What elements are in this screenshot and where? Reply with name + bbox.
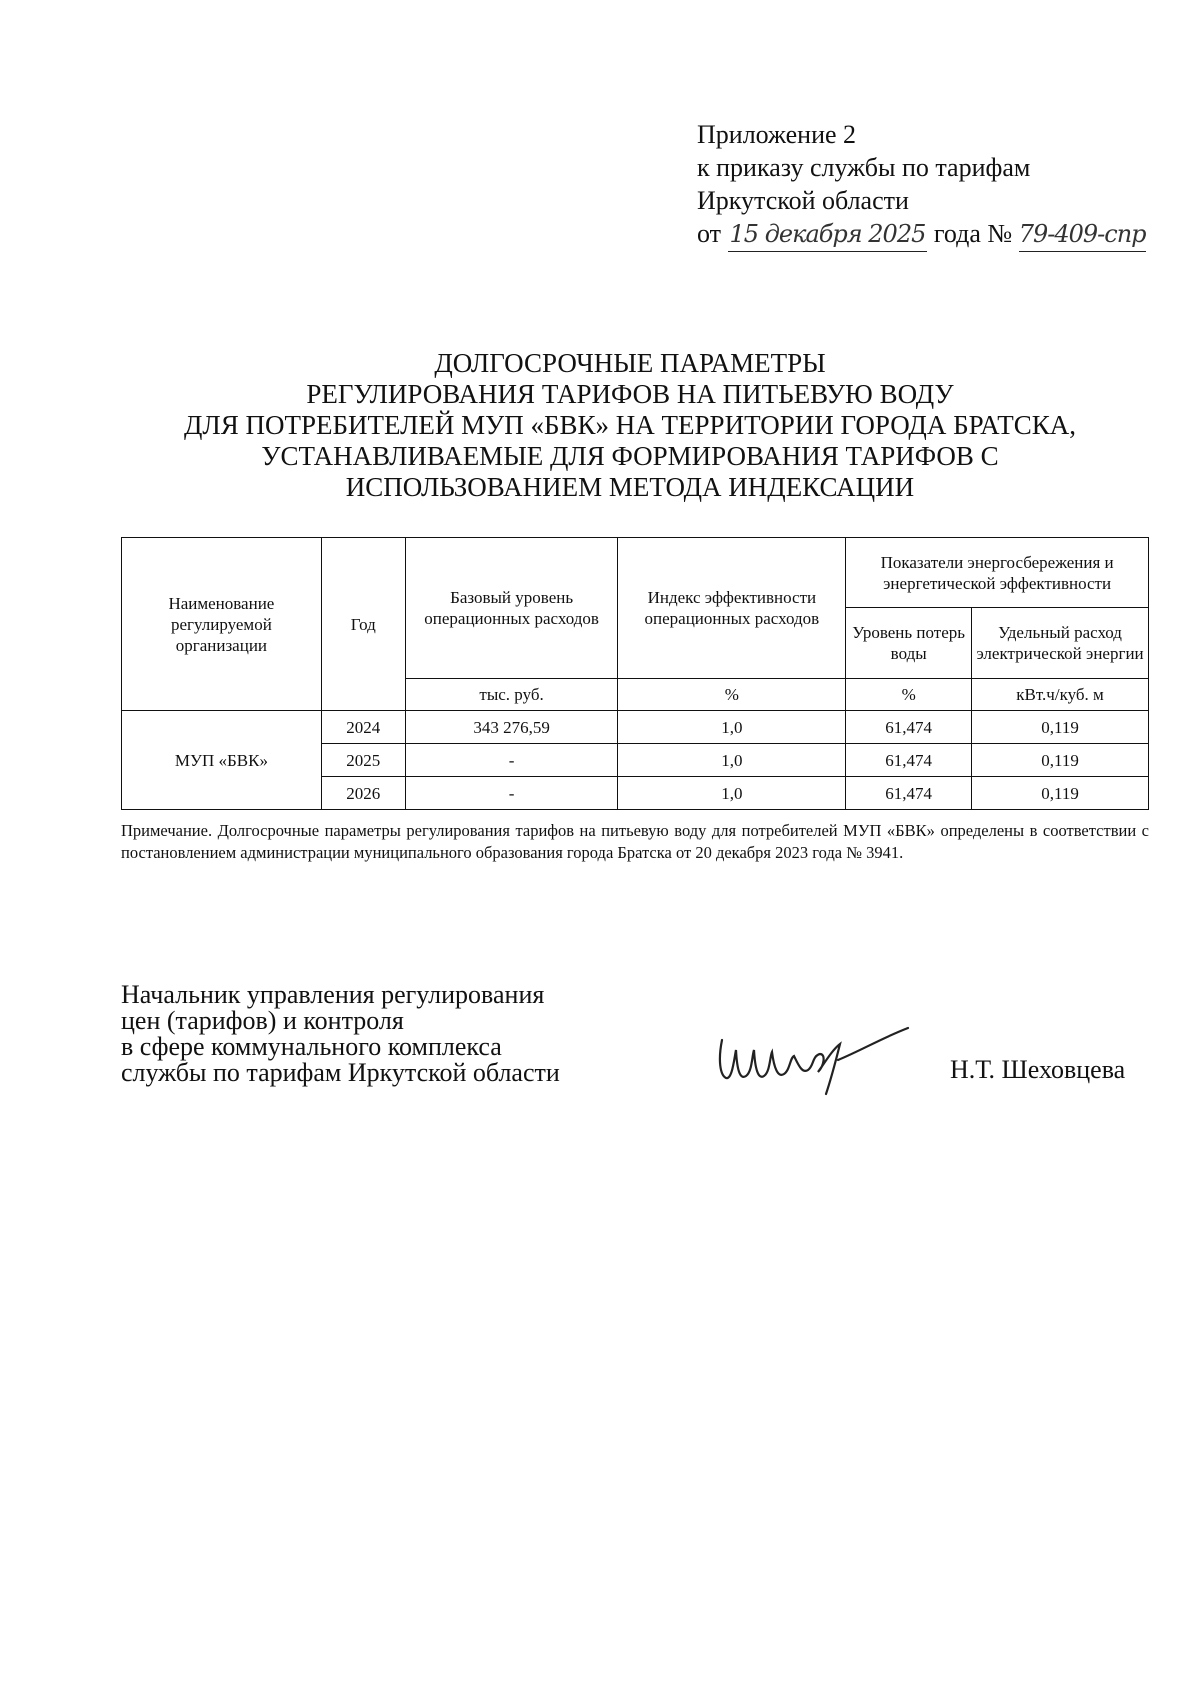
unit-losses: % — [846, 679, 972, 711]
header-energy-group: Показатели энергосбережения и энергетической эффективности — [846, 538, 1149, 608]
org-name-cell: МУП «БВК» — [122, 711, 322, 810]
cell-index: 1,0 — [618, 744, 846, 777]
table-note: Примечание. Долгосрочные параметры регулирования тарифов на питьевую воду для потребителей МУП «БВК» определены в соответствии с постановлением администрации муниципального образования города Братска от 20 декабря 2023 года № 3941. — [121, 821, 1149, 862]
header-electric: Удельный расход электрической энергии — [972, 608, 1149, 679]
appendix-line3: Иркутской области — [697, 186, 909, 215]
title-line1: ДОЛГОСРОЧНЫЕ ПАРАМЕТРЫ — [434, 348, 826, 378]
unit-base: тыс. руб. — [405, 679, 618, 711]
signer-line2: цен (тарифов) и контроля — [121, 1006, 404, 1035]
title-line5: ИСПОЛЬЗОВАНИЕМ МЕТОДА ИНДЕКСАЦИИ — [345, 472, 915, 502]
cell-index: 1,0 — [618, 711, 846, 744]
table-row — [122, 711, 1149, 744]
date-suffix: года № — [933, 219, 1013, 248]
handwritten-number: 79-409-спр — [1019, 218, 1146, 252]
cell-losses: 61,474 — [846, 711, 972, 744]
cell-year: 2026 — [321, 777, 405, 810]
header-org: Наименование регулируемой организации — [122, 538, 322, 711]
title-line3: ДЛЯ ПОТРЕБИТЕЛЕЙ МУП «БВК» НА ТЕРРИТОРИИ ГОРОДА БРАТСКА, — [183, 410, 1077, 440]
signer-line3: в сфере коммунального комплекса — [121, 1032, 502, 1061]
appendix-line2: к приказу службы по тарифам — [697, 153, 1031, 182]
cell-losses: 61,474 — [846, 777, 972, 810]
header-index: Индекс эффективности операционных расходов — [618, 538, 846, 679]
cell-year: 2024 — [321, 711, 405, 744]
unit-index: % — [618, 679, 846, 711]
handwritten-date: 15 декабря 2025 — [728, 218, 928, 252]
signer-line1: Начальник управления регулирования — [121, 980, 545, 1009]
header-base: Базовый уровень операционных расходов — [405, 538, 618, 679]
cell-electric: 0,119 — [972, 711, 1149, 744]
cell-year: 2025 — [321, 744, 405, 777]
appendix-block — [697, 118, 1146, 252]
signer-name: Н.Т. Шеховцева — [950, 1055, 1126, 1084]
handwritten-signature — [712, 1020, 932, 1100]
cell-base: 343 276,59 — [405, 711, 618, 744]
parameters-table — [121, 537, 1149, 810]
appendix-date-line — [697, 217, 1146, 252]
header-losses: Уровень потерь воды — [846, 608, 972, 679]
title-line4: УСТАНАВЛИВАЕМЫЕ ДЛЯ ФОРМИРОВАНИЯ ТАРИФОВ С — [261, 441, 999, 471]
cell-electric: 0,119 — [972, 777, 1149, 810]
cell-base: - — [405, 744, 618, 777]
cell-losses: 61,474 — [846, 744, 972, 777]
cell-index: 1,0 — [618, 777, 846, 810]
title-line2: РЕГУЛИРОВАНИЯ ТАРИФОВ НА ПИТЬЕВУЮ ВОДУ — [306, 379, 954, 409]
appendix-line1: Приложение 2 — [697, 120, 857, 149]
document-title — [150, 348, 1110, 503]
cell-base: - — [405, 777, 618, 810]
cell-electric: 0,119 — [972, 744, 1149, 777]
unit-electric: кВт.ч/куб. м — [972, 679, 1149, 711]
date-prefix: от — [697, 219, 722, 248]
signer-position — [121, 982, 560, 1086]
header-year: Год — [321, 538, 405, 711]
signer-line4: службы по тарифам Иркутской области — [121, 1058, 560, 1087]
